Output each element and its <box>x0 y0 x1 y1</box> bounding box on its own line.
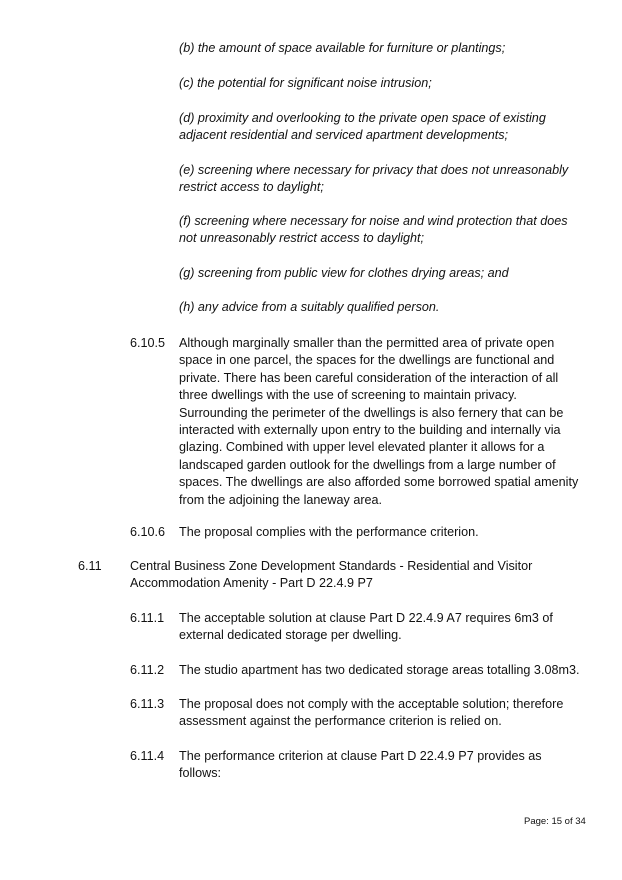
paragraph-text: The studio apartment has two dedicated storage areas totalling 3.08m3. <box>179 663 580 677</box>
criterion-f: (f) screening where necessary for noise and wind protection that does not unreasonably restrict access to daylight; <box>179 214 568 246</box>
page-number: Page: 15 of 34 <box>524 816 586 827</box>
criterion-e: (e) screening where necessary for privacy that does not unreasonably restrict access to daylight; <box>179 163 569 195</box>
paragraph-number: 6.11.2 <box>130 663 165 677</box>
paragraph-number: 6.10.6 <box>130 525 166 539</box>
section-heading: Central Business Zone Development Standards - Residential and Visitor Accommodation Amenity - Part D 22.4.9 P7 <box>130 559 533 591</box>
paragraph-number: 6.11.3 <box>130 697 165 711</box>
criterion-c: (c) the potential for significant noise intrusion; <box>179 76 432 90</box>
paragraph-number: 6.10.5 <box>130 336 166 350</box>
paragraph-text: The performance criterion at clause Part D 22.4.9 P7 provides as follows: <box>179 749 542 781</box>
paragraph-text: The proposal does not comply with the acceptable solution; therefore assessment against the performance criterion is relied on. <box>179 697 564 729</box>
criterion-g: (g) screening from public view for clothes drying areas; and <box>179 266 509 280</box>
paragraph-text: The proposal complies with the performance criterion. <box>179 525 479 539</box>
criterion-b: (b) the amount of space available for furniture or plantings; <box>179 41 506 55</box>
paragraph-text: The acceptable solution at clause Part D 22.4.9 A7 requires 6m3 of external dedicated storage per dwelling. <box>179 611 553 643</box>
paragraph-text: Although marginally smaller than the permitted area of private open space in one parcel, the spaces for the dwellings are functional and private. There has been careful consideration of the interaction of all three dwellings with the use of screening to maintain privacy. Surrounding the perimeter of the dwellings is also fernery that can be interacted with externally upon entry to the building and internally via glazing. Combined with upper level elevated planter it allows for a landscaped garden outlook for the dwellings from a large number of spaces. The dwellings are also afforded some borrowed spatial amenity from the adjoining the laneway area. <box>179 336 579 507</box>
paragraph-number: 6.11.4 <box>130 749 165 763</box>
section-number: 6.11 <box>78 559 102 573</box>
criterion-h: (h) any advice from a suitably qualified person. <box>179 300 440 314</box>
criterion-d: (d) proximity and overlooking to the private open space of existing adjacent residential and serviced apartment developments; <box>179 111 546 143</box>
paragraph-number: 6.11.1 <box>130 611 165 625</box>
